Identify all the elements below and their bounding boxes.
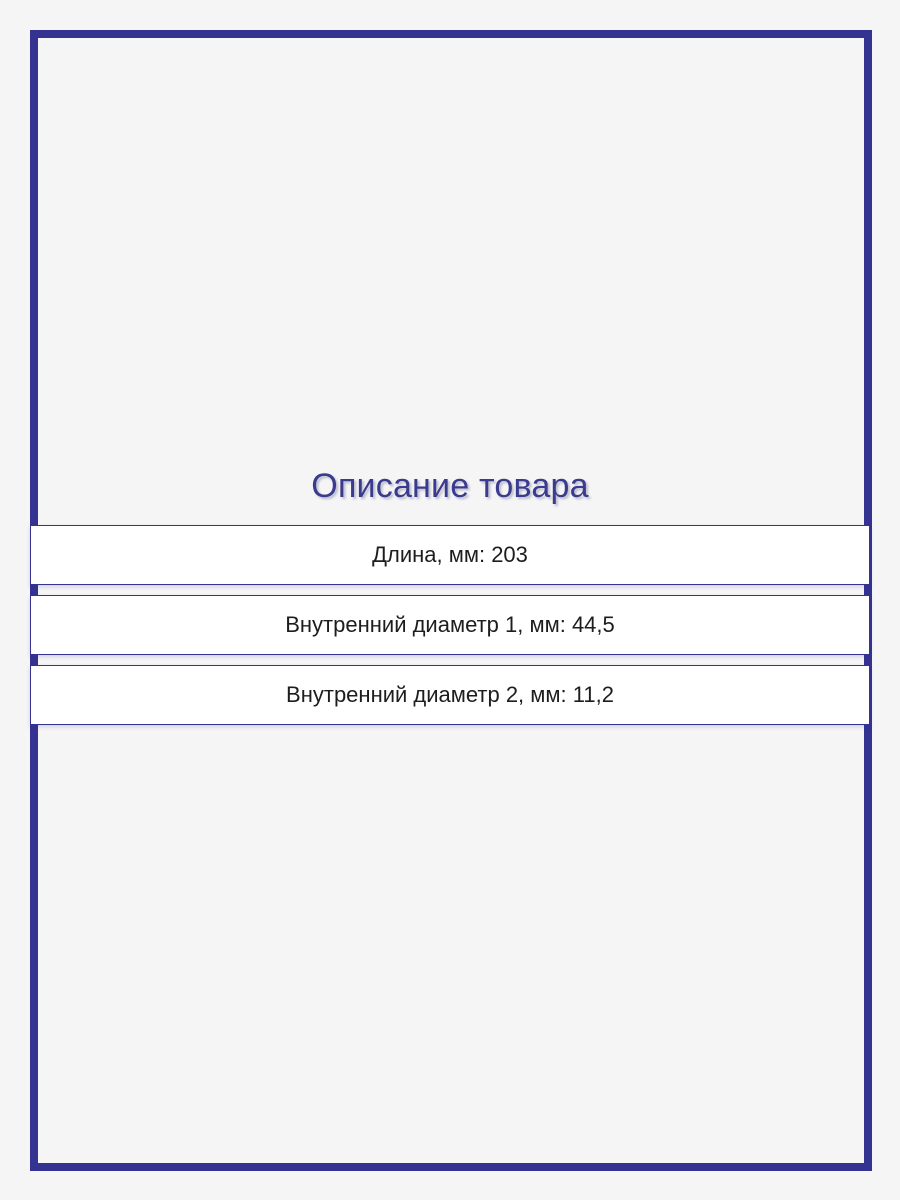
spec-text: Длина, мм: 203 [372, 542, 528, 567]
spec-text: Внутренний диаметр 2, мм: 11,2 [286, 682, 614, 707]
spec-row-inner-diameter-1 [30, 595, 870, 655]
section-title: Описание товара [311, 467, 589, 505]
spec-row-length [30, 525, 870, 585]
spec-row-inner-diameter-2 [30, 665, 870, 725]
spec-text: Внутренний диаметр 1, мм: 44,5 [285, 612, 615, 637]
